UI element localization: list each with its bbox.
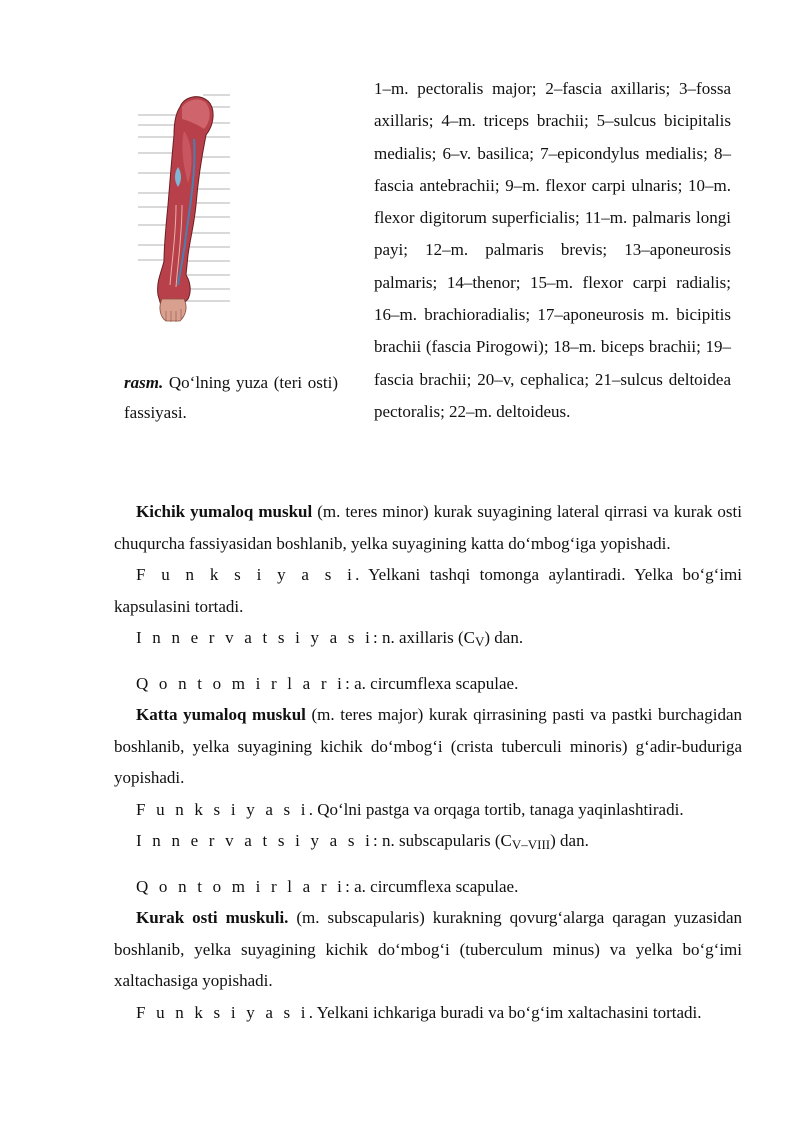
innervation-pre: : n. subscapularis (C	[373, 831, 512, 850]
function-paragraph	[114, 997, 742, 1029]
vessels-paragraph	[114, 668, 742, 700]
vessels-label: Q o n t o m i r l a r i	[136, 673, 346, 693]
section-title: Katta yumaloq muskul	[136, 705, 306, 724]
section-title: Kurak osti muskuli.	[136, 908, 289, 927]
function-paragraph	[114, 559, 742, 622]
section-intro-subscapularis	[114, 902, 742, 997]
innervation-label: I n n e r v a t s i y a s i	[136, 628, 374, 647]
innervation-post: ) dan.	[484, 628, 524, 647]
vessels-text: : a. circumflexa scapulae.	[345, 673, 519, 693]
vessels-text: : a. circumflexa scapulae.	[345, 876, 519, 896]
function-label: F u n k s i y a s i	[136, 799, 309, 819]
section-intro-teres-major	[114, 699, 742, 794]
function-text: . Yelkani tashqi tomonga aylantiradi. Yelka bo‘g‘imi kapsulasini tortadi.	[114, 565, 742, 616]
vessels-paragraph	[114, 871, 742, 903]
innervation-pre: : n. axillaris (C	[373, 628, 475, 647]
innervation-segment: V–VIII	[511, 837, 551, 852]
innervation-paragraph	[114, 825, 742, 861]
innervation-segment: V	[475, 634, 485, 649]
figure-legend: 1–m. pectoralis major; 2–fascia axillaris; 3–fossa axillaris; 4–m. triceps brachii; 5–sulcus bicipitalis medialis; 6–v. basilica; 7–epicondylus medialis; 8– fascia antebrachii; 9–m. flexor carpi ulnaris; 10–m. flexor digitorum superficialis; 11–m. palmaris longi payi; 12–m. palmaris brevis; 13–aponeurosis palmaris; 14–thenor; 15–m. flexor carpi radialis; 16–m. brachioradialis; 17–aponeurosis m. bicipitis brachii (fascia Pirogowi); 18–m. biceps brachii; 19–fascia brachii; 20–v, cephalica; 21–sulcus deltoidea pectoralis; 22–m. deltoideus.	[374, 79, 731, 421]
caption-text: Qo‘lning yuza (teri osti) fassiyasi.	[124, 373, 338, 422]
section-intro-text: (m. subscapularis) kurakning qovurg‘alarga qaragan yuzasidan boshlanib, yelka suyagining kichik do‘mbog‘i (tuberculum minus) va yelka bo‘g‘imi xaltachasiga yopishadi.	[114, 908, 742, 990]
function-paragraph	[114, 794, 742, 826]
function-text: . Yelkani ichkariga buradi va bo‘g‘im xaltachasini tortadi.	[308, 1002, 702, 1022]
caption-prefix: rasm.	[124, 373, 164, 392]
section-intro-text: (m. teres major) kurak qirrasining pasti va pastki burchagidan boshlanib, yelka suyagining kichik do‘mbog‘i (crista tuberculi minoris) g‘adir-buduriga yopishadi.	[114, 705, 742, 787]
function-label: F u n k s i y a s i	[136, 565, 356, 584]
innervation-post: ) dan.	[550, 831, 589, 850]
arm-fascia-figure	[118, 85, 338, 325]
section-intro-text: (m. teres minor) kurak suyagining lateral qirrasi va kurak osti chuqurcha fassiyasidan boshlanib, yelka suyagining katta do‘mbog‘iga yopishadi.	[114, 502, 742, 553]
arm-illustration	[118, 85, 338, 325]
vessels-label: Q o n t o m i r l a r i	[136, 876, 346, 896]
figure-caption	[124, 368, 338, 428]
function-text: . Qo‘lni pastga va orqaga tortib, tanaga yaqinlashtiradi.	[308, 799, 684, 819]
body-text	[114, 496, 742, 1028]
function-label: F u n k s i y a s i	[136, 1002, 309, 1022]
innervation-label: I n n e r v a t s i y a s i	[136, 831, 374, 850]
section-intro-teres-minor	[114, 496, 742, 559]
innervation-paragraph	[114, 622, 742, 658]
section-title: Kichik yumaloq muskul	[136, 502, 313, 521]
